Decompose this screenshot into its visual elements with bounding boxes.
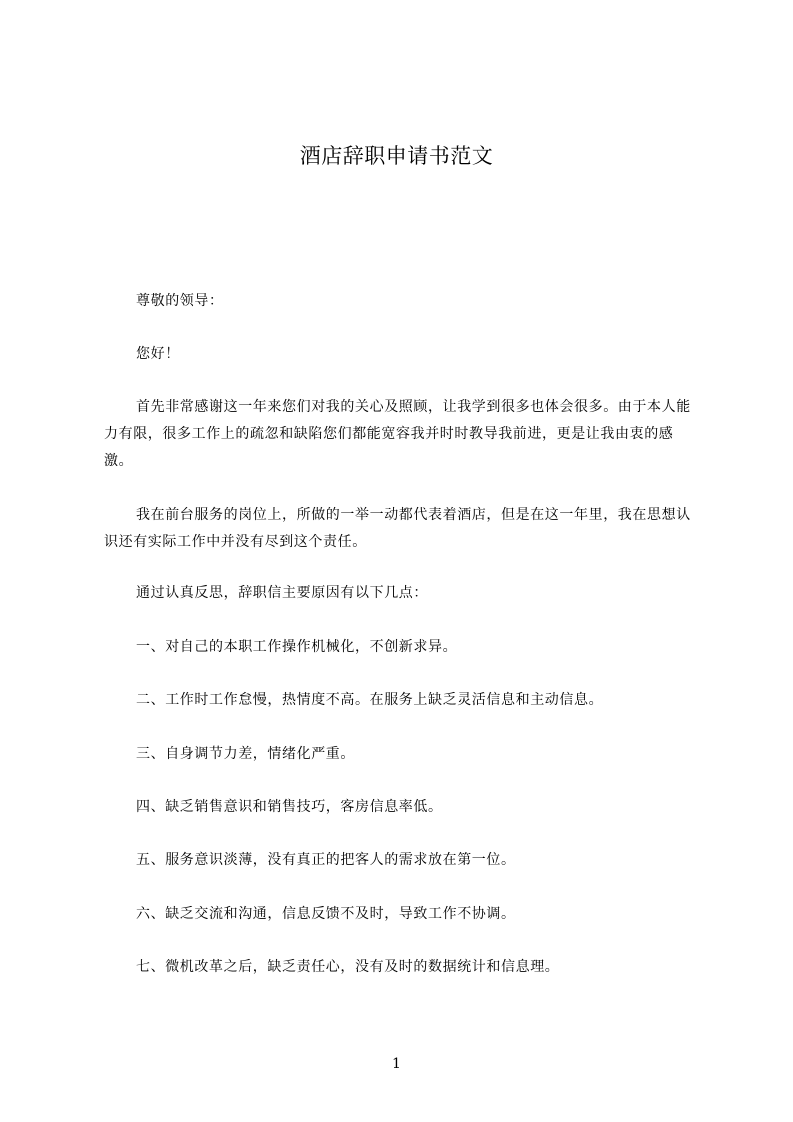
reason-item-4: 四、缺乏销售意识和销售技巧，客房信息率低。 <box>136 799 443 815</box>
paragraph-thanks: 首先非常感谢这一年来您们对我的关心及照顾，让我学到很多也体会很多。由于本人能力有限，很多工作上的疏忽和缺陷您们都能宽容我并时时教导我前进，更是让我由衷的感激。 <box>104 399 691 469</box>
reason-item-1: 一、对自己的本职工作操作机械化，不创新求异。 <box>136 639 458 655</box>
reason-item-5: 五、服务意识淡薄，没有真正的把客人的需求放在第一位。 <box>136 852 516 868</box>
reason-item-3: 三、自身调节力差，情绪化严重。 <box>136 746 355 762</box>
reason-item-6: 六、缺乏交流和沟通，信息反馈不及时，导致工作不协调。 <box>136 906 516 922</box>
document-title: 酒店辞职申请书范文 <box>299 144 494 168</box>
reason-item-2: 二、工作时工作怠慢，热情度不高。在服务上缺乏灵活信息和主动信息。 <box>136 692 604 708</box>
paragraph-position: 我在前台服务的岗位上，所做的一举一动都代表着酒店，但是在这一年里，我在思想认识还有实际工作中并没有尽到这个责任。 <box>104 507 691 550</box>
page-number: 1 <box>392 1056 401 1072</box>
salutation: 尊敬的领导： <box>136 293 224 309</box>
reason-item-7: 七、微机改革之后，缺乏责任心，没有及时的数据统计和信息理。 <box>136 959 560 975</box>
paragraph-reasons-intro: 通过认真反思，辞职信主要原因有以下几点： <box>136 585 428 601</box>
greeting: 您好！ <box>136 346 180 362</box>
